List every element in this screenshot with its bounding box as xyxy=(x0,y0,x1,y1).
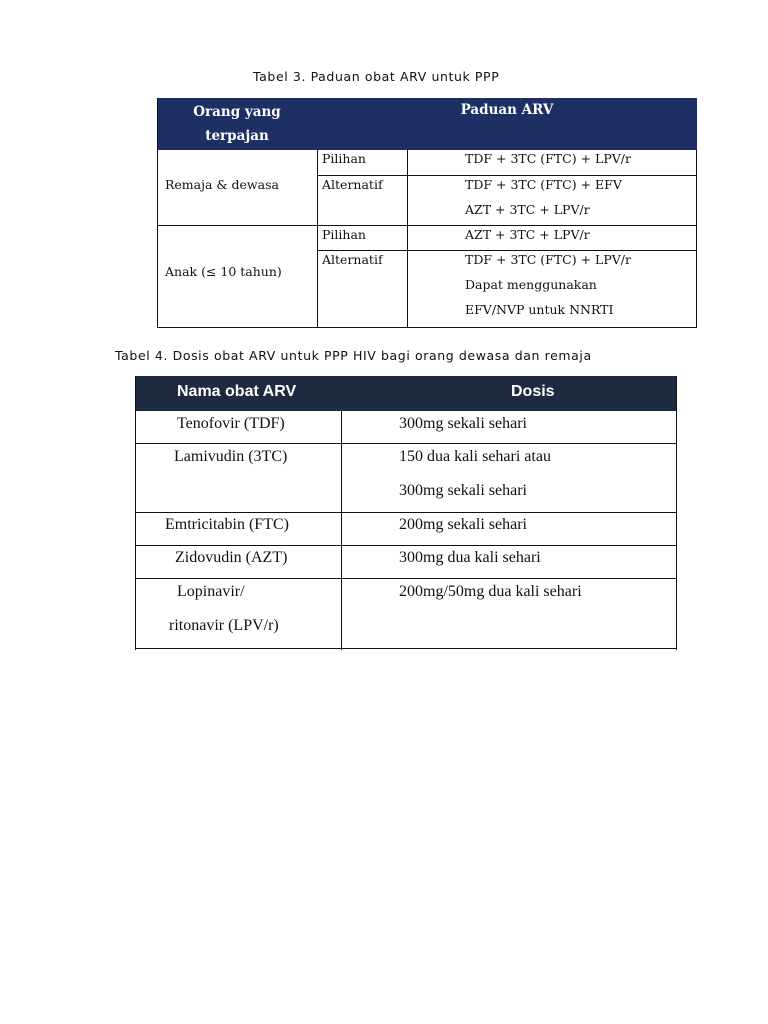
table4-divider-col xyxy=(341,411,342,650)
population-cell: Remaja & dewasa xyxy=(165,177,279,192)
arv-dose-table xyxy=(135,376,677,650)
regimen-type-cell: Pilihan xyxy=(322,151,366,166)
arv-regimen-table xyxy=(157,98,697,328)
regimen-cell: TDF + 3TC (FTC) + EFV xyxy=(465,177,622,192)
table3-border-right xyxy=(696,150,697,328)
header-exposed-person-line2: terpajan xyxy=(205,128,269,144)
drug-name-cell: Emtricitabin (FTC) xyxy=(165,516,289,533)
header-exposed-person-line1: Orang yang xyxy=(193,104,281,120)
drug-name-cell: ritonavir (LPV/r) xyxy=(169,617,279,634)
drug-name-cell: Tenofovir (TDF) xyxy=(177,415,285,432)
table3-caption: Tabel 3. Paduan obat ARV untuk PPP xyxy=(253,69,500,84)
table3-divider-col1 xyxy=(317,150,318,328)
dose-cell: 300mg sekali sehari xyxy=(399,415,527,432)
table3-border-left xyxy=(157,98,158,328)
dose-cell: 300mg dua kali sehari xyxy=(399,549,541,566)
population-cell: Anak (≤ 10 tahun) xyxy=(165,264,282,279)
table4-caption: Tabel 4. Dosis obat ARV untuk PPP HIV bagi orang dewasa dan remaja xyxy=(115,348,592,363)
regimen-cell: AZT + 3TC + LPV/r xyxy=(465,227,590,242)
table4-border-left xyxy=(135,376,136,650)
table3-divider-col2 xyxy=(407,150,408,328)
regimen-cell: Dapat menggunakan xyxy=(465,277,597,292)
regimen-type-cell: Pilihan xyxy=(322,227,366,242)
table3-divider-group xyxy=(157,225,697,226)
regimen-cell: TDF + 3TC (FTC) + LPV/r xyxy=(465,151,631,166)
header-drug-name: Nama obat ARV xyxy=(177,383,297,400)
dose-cell: 200mg/50mg dua kali sehari xyxy=(399,583,582,600)
header-dose: Dosis xyxy=(511,383,555,400)
dose-cell: 300mg sekali sehari xyxy=(399,482,527,499)
table4-border-bottom xyxy=(135,648,677,649)
regimen-type-cell: Alternatif xyxy=(322,177,383,192)
header-exposed-person xyxy=(157,100,317,148)
regimen-cell: EFV/NVP untuk NNRTI xyxy=(465,302,614,317)
regimen-cell: TDF + 3TC (FTC) + LPV/r xyxy=(465,252,631,267)
table4-border-right xyxy=(676,376,677,650)
drug-name-cell: Zidovudin (AZT) xyxy=(175,549,288,566)
dose-cell: 200mg sekali sehari xyxy=(399,516,527,533)
regimen-cell: AZT + 3TC + LPV/r xyxy=(465,202,590,217)
header-arv-regimen: Paduan ARV xyxy=(460,102,554,118)
drug-name-cell: Lamivudin (3TC) xyxy=(174,448,288,465)
regimen-type-cell: Alternatif xyxy=(322,252,383,267)
dose-cell: 150 dua kali sehari atau xyxy=(399,448,551,465)
drug-name-cell: Lopinavir/ xyxy=(177,583,245,600)
table3-border-bottom xyxy=(157,327,697,328)
